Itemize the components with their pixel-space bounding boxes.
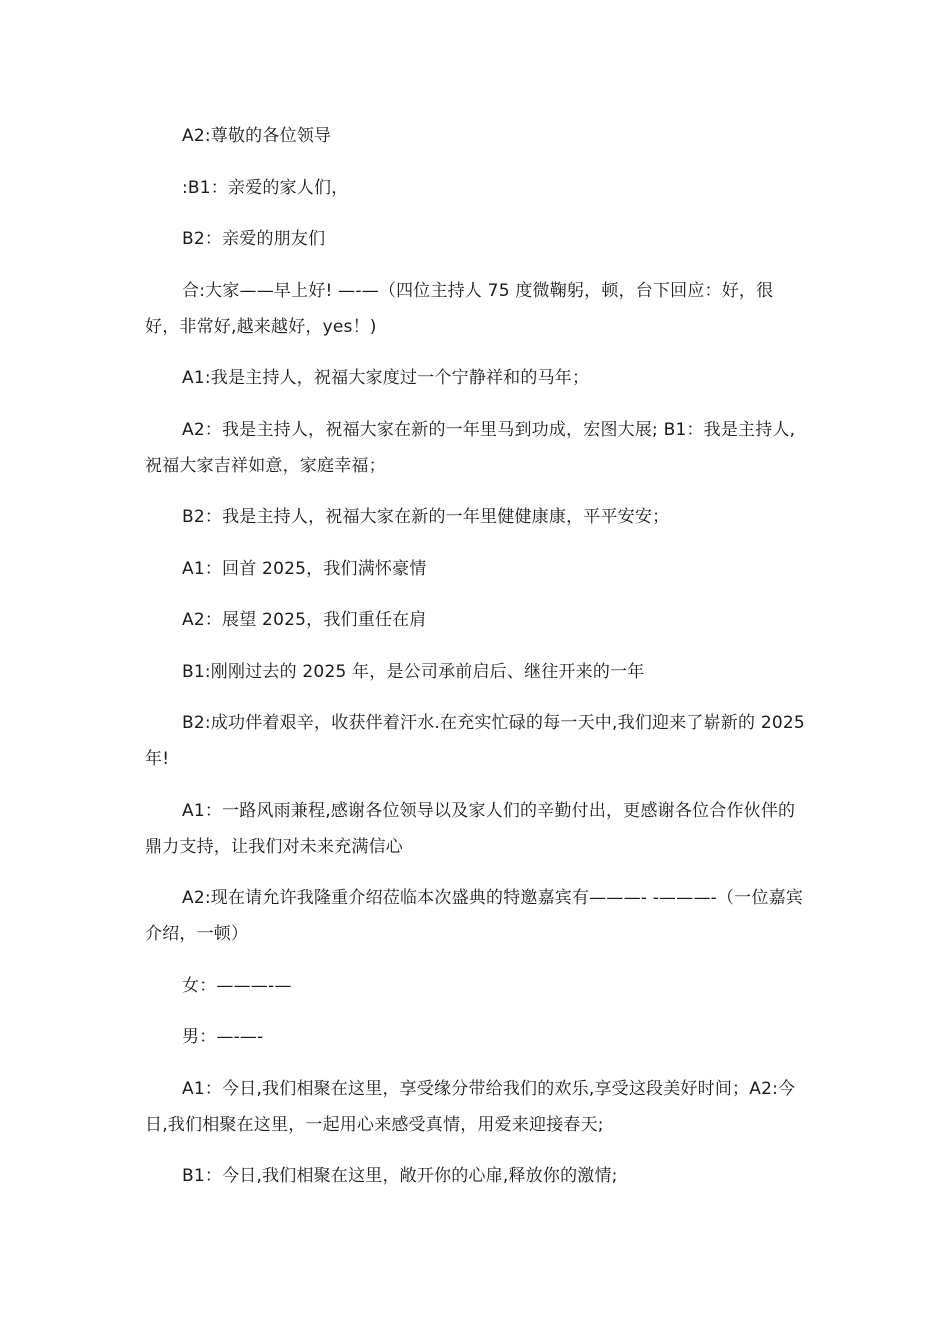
paragraph-b1-greeting-family: :B1：亲爱的家人们， — [182, 177, 349, 198]
paragraph-a2-greeting-leaders: A2:尊敬的各位领导 — [182, 126, 332, 146]
paragraph-b1-gathering: B1：今日,我们相聚在这里，敞开你的心扉,释放你的激情; — [182, 1166, 618, 1186]
paragraph-a1-thanks: A1：一路风雨兼程,感谢各位领导以及家人们的辛勤付出，更感谢各位合作伙伴的鼎力支持，让我们对未来充满信心 — [145, 800, 796, 857]
paragraph-female-line: 女：———-— — [182, 975, 292, 996]
paragraph-male-line: 男：—-—- — [182, 1027, 264, 1047]
paragraph-a2-b1-blessing: A2：我是主持人，祝福大家在新的一年里马到功成，宏图大展; B1：我是主持人,祝福大家吉祥如意，家庭幸福； — [145, 419, 796, 476]
paragraph-a2-look-ahead: A2：展望 2025，我们重任在肩 — [182, 610, 427, 630]
paragraph-b1-past-year: B1:刚刚过去的 2025 年，是公司承前启后、继往开来的一年 — [182, 661, 645, 682]
document-body — [145, 118, 805, 1210]
paragraph-all-good-morning: 合:大家——早上好! —-—（四位主持人 75 度微鞠躬，顿，台下回应：好，很好，非常好,越来越好，yes！) — [145, 280, 774, 337]
paragraph-b2-greeting-friends: B2：亲爱的朋友们 — [182, 229, 326, 249]
paragraph-a1-a2-gathering: A1：今日,我们相聚在这里，享受缘分带给我们的欢乐,享受这段美好时间；A2:今日,我们相聚在这里，一起用心来感受真情，用爱来迎接春天; — [145, 1078, 796, 1135]
paragraph-a2-guests: A2:现在请允许我隆重介绍莅临本次盛典的特邀嘉宾有———- -———-（一位嘉宾介绍，一顿） — [145, 888, 803, 944]
paragraph-a1-blessing: A1:我是主持人，祝福大家度过一个宁静祥和的马年； — [182, 368, 590, 388]
paragraph-a1-look-back: A1：回首 2025，我们满怀豪情 — [182, 558, 427, 579]
paragraph-b2-success: B2:成功伴着艰辛，收获伴着汗水.在充实忙碌的每一天中,我们迎来了崭新的 2025 年! — [145, 713, 805, 769]
paragraph-b2-blessing: B2：我是主持人，祝福大家在新的一年里健健康康，平平安安； — [182, 507, 670, 527]
